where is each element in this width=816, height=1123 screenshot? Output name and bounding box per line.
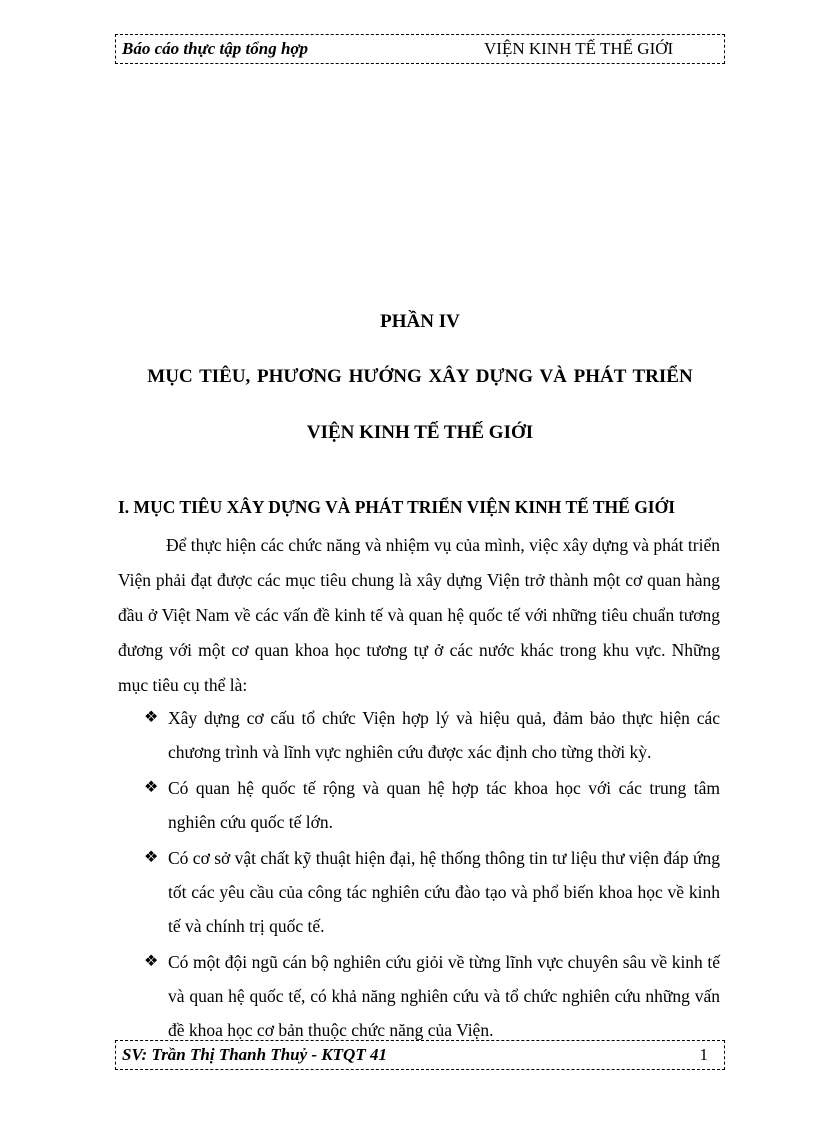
diamond-bullet-icon: ❖ xyxy=(144,709,159,726)
diamond-bullet-icon: ❖ xyxy=(144,953,159,970)
footer-student-name: SV: Trần Thị Thanh Thuỷ - KTQT 41 xyxy=(122,1045,387,1064)
list-item-text: Có một đội ngũ cán bộ nghiên cứu giỏi về từng lĩnh vực chuyên sâu về kinh tế và quan hệ quốc tế, có khả năng nghiên cứu và tổ chức nghiên cứu những vấn đề khoa học cơ bản thuộc chức năng của Viện. xyxy=(168,952,720,1040)
part-title: PHẦN IV xyxy=(380,311,460,332)
page-number: 1 xyxy=(699,1045,708,1064)
diamond-bullet-icon: ❖ xyxy=(144,779,159,796)
page-footer xyxy=(115,1040,725,1070)
list-item xyxy=(118,701,720,769)
section-heading: I. MỤC TIÊU XÂY DỰNG VÀ PHÁT TRIỂN VIỆN KINH TẾ THẾ GIỚI xyxy=(118,497,676,517)
list-item xyxy=(118,771,720,839)
diamond-bullet-icon: ❖ xyxy=(144,849,159,866)
page-header xyxy=(115,34,725,64)
chapter-title-line-1: MỤC TIÊU, PHƯƠNG HƯỚNG XÂY DỰNG VÀ PHÁT TRIỂN xyxy=(147,366,693,387)
list-item-text: Có cơ sở vật chất kỹ thuật hiện đại, hệ thống thông tin tư liệu thư viện đáp ứng tốt các yêu cầu của công tác nghiên cứu đào tạo và phổ biến khoa học về kinh tế và chính trị quốc tế. xyxy=(168,848,720,936)
list-item xyxy=(118,945,720,1047)
list-item xyxy=(118,841,720,943)
intro-paragraph: Để thực hiện các chức năng và nhiệm vụ của mình, việc xây dựng và phát triển Viện phải đạt được các mục tiêu chung là xây dựng Viện trở thành một cơ quan hàng đầu ở Việt Nam về các vấn đề kinh tế và quan hệ quốc tế với những tiêu chuẩn tương đương với một cơ quan khoa học tương tự ở các nước khác trong khu vực. Những mục tiêu cụ thể là: xyxy=(118,535,720,695)
chapter-title-line-2: VIỆN KINH TẾ THẾ GIỚI xyxy=(306,422,534,443)
list-item-text: Có quan hệ quốc tế rộng và quan hệ hợp tác khoa học với các trung tâm nghiên cứu quốc tế lớn. xyxy=(168,778,720,832)
objectives-list xyxy=(118,701,720,1049)
list-item-text: Xây dựng cơ cấu tổ chức Viện hợp lý và hiệu quả, đảm bảo thực hiện các chương trình và lĩnh vực nghiên cứu được xác định cho từng thời kỳ. xyxy=(168,708,720,762)
header-report-title: Báo cáo thực tập tổng hợp xyxy=(122,39,309,58)
header-institute-name: VIỆN KINH TẾ THẾ GIỚI xyxy=(484,39,674,58)
